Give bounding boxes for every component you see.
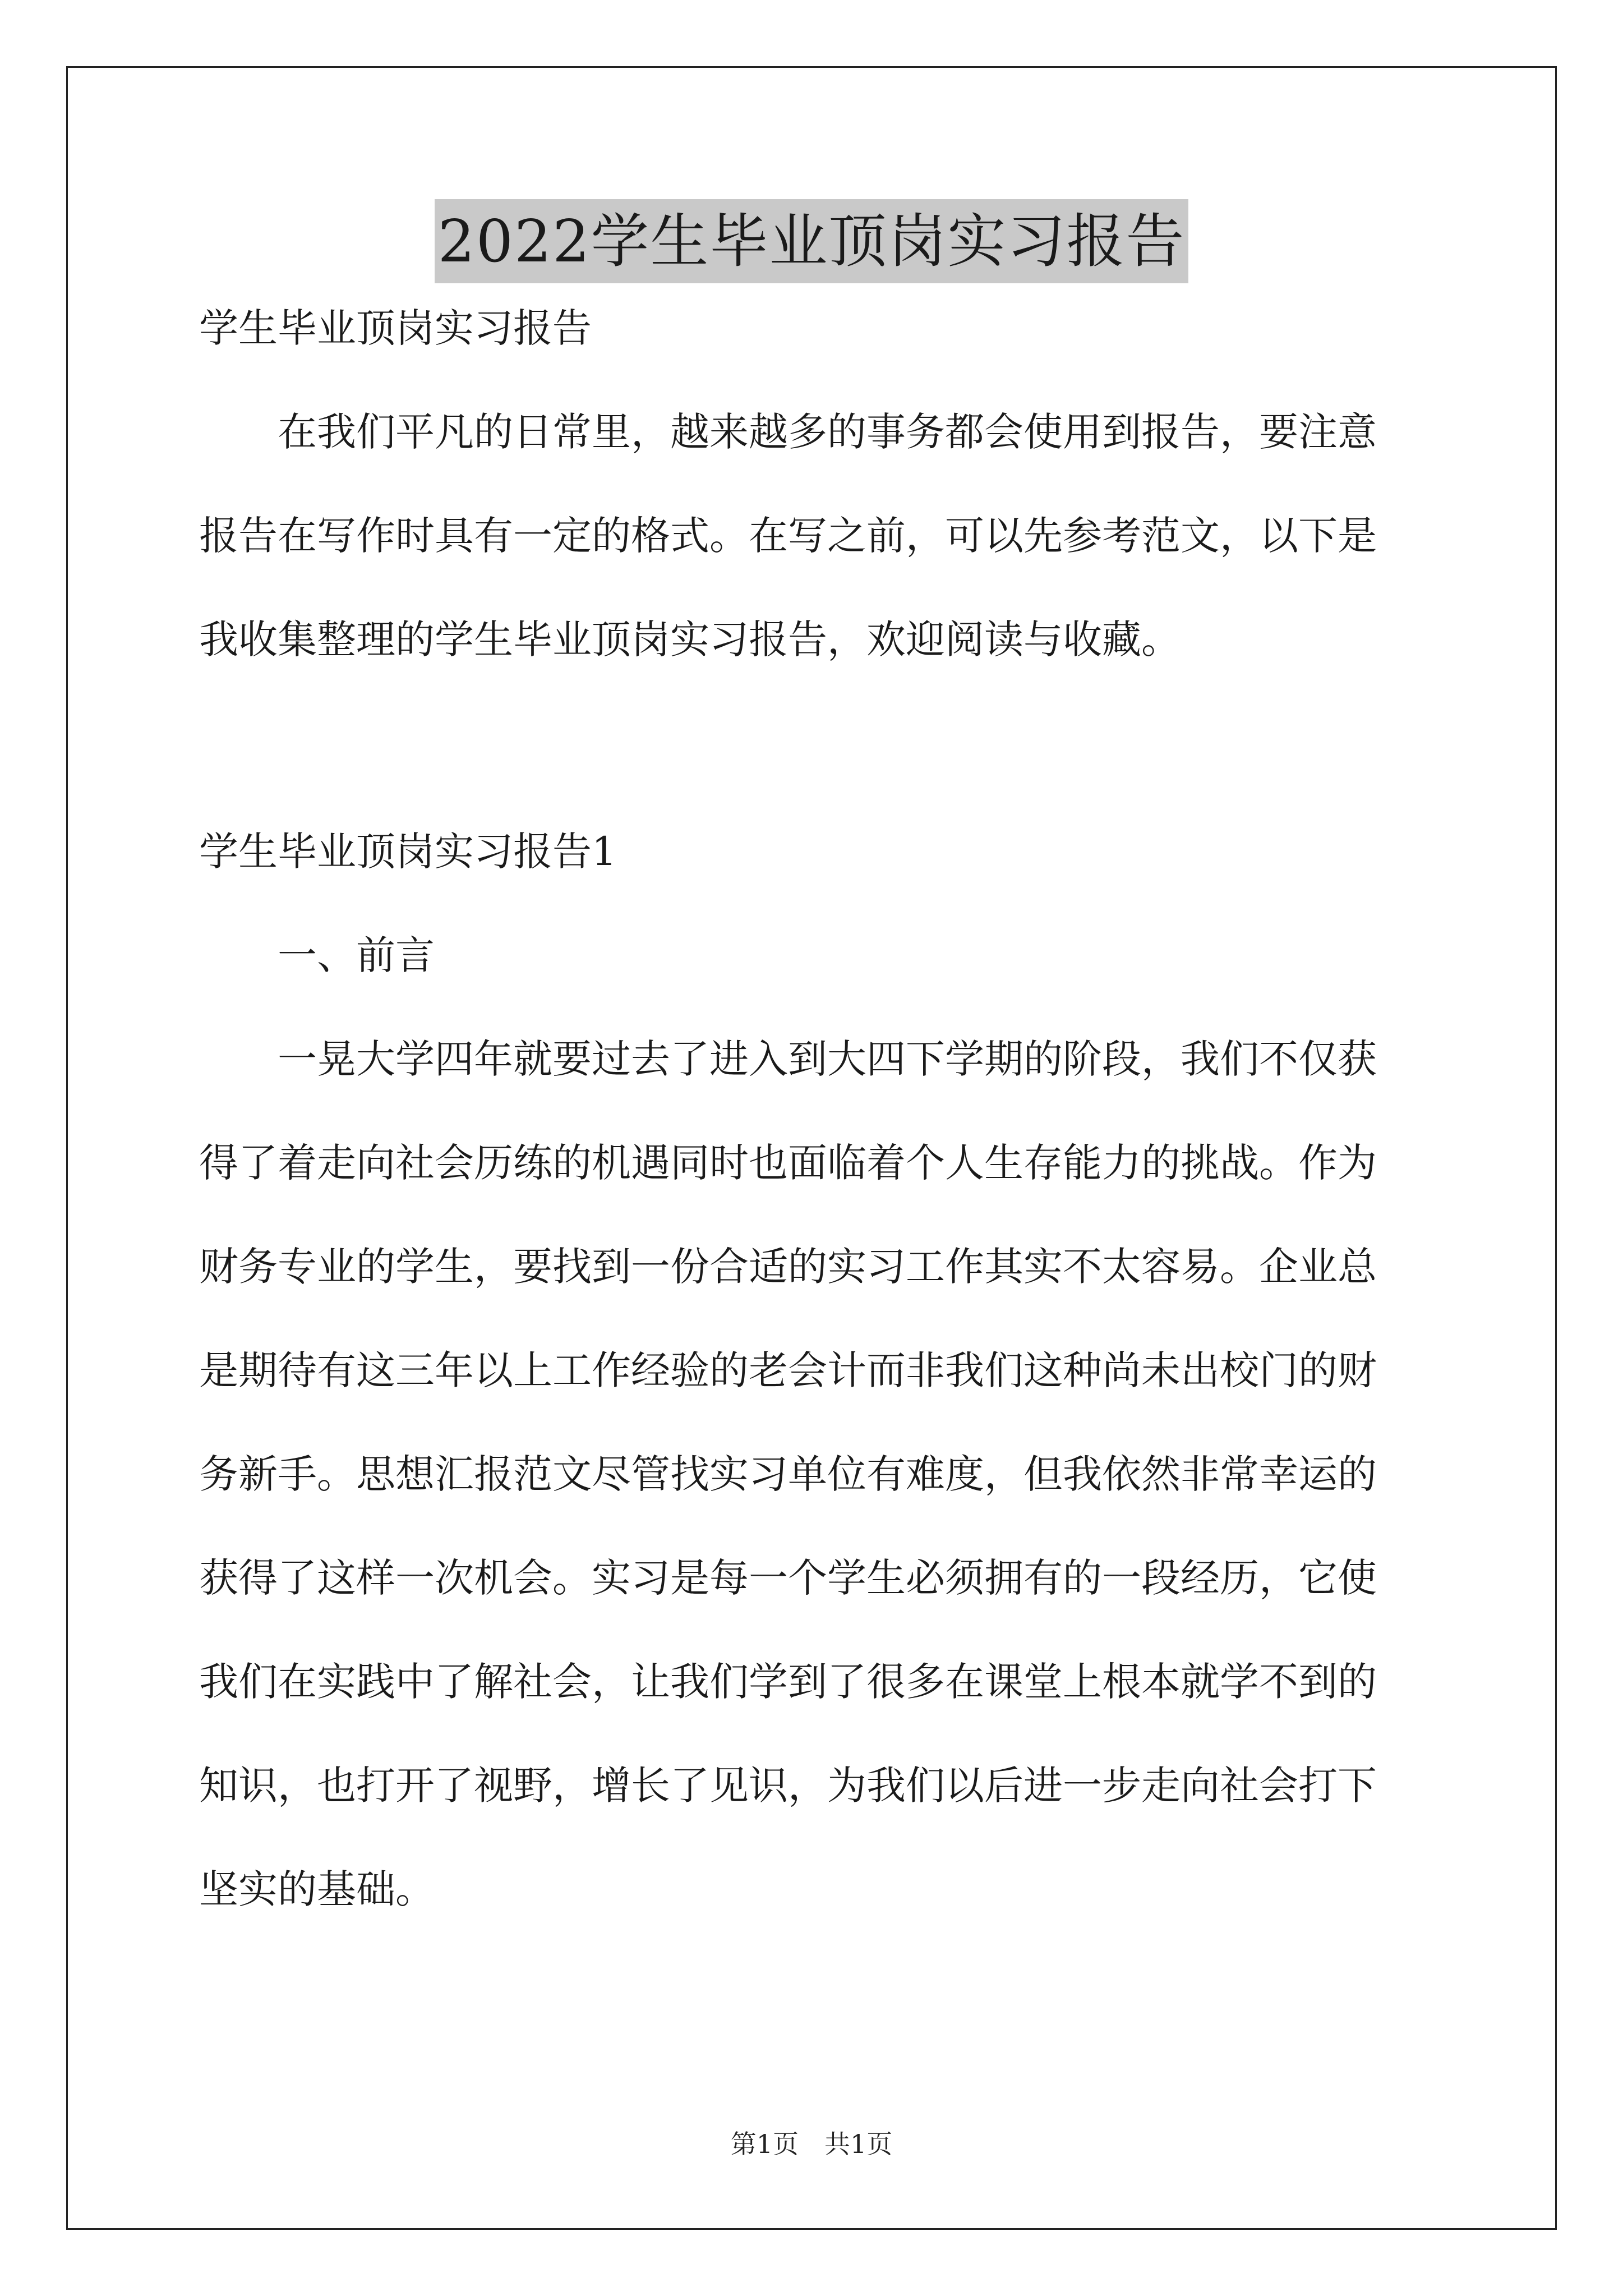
- paragraph-line: 知识，也打开了视野，增长了见识，为我们以后进一步走向社会打下: [199, 1763, 1377, 1809]
- paragraph-line: 我们在实践中了解社会，让我们学到了很多在课堂上根本就学不到的: [199, 1659, 1377, 1705]
- paragraph-line: 是期待有这三年以上工作经验的老会计而非我们这种尚未出校门的财: [199, 1347, 1377, 1393]
- section-spacer: [199, 724, 1433, 832]
- document-title: 2022学生毕业顶岗实习报告: [435, 199, 1189, 283]
- section-heading: 学生毕业顶岗实习报告1: [199, 829, 617, 875]
- title-container: [0, 199, 1623, 283]
- paragraph-line: 在我们平凡的日常里，越来越多的事务都会使用到报告，要注意: [199, 409, 1377, 455]
- document-body: [199, 305, 1433, 1973]
- subsection-heading: 一、前言: [199, 932, 435, 978]
- paragraph-line: 财务专业的学生，要找到一份合适的实习工作其实不太容易。企业总: [199, 1244, 1377, 1290]
- page-number-footer: 第1页 共1页: [730, 2129, 893, 2159]
- paragraph-line: 坚实的基础。: [199, 1866, 435, 1912]
- paragraph-line: 务新手。思想汇报范文尽管找实习单位有难度，但我依然非常幸运的: [199, 1451, 1377, 1497]
- paragraph-line: 我收集整理的学生毕业顶岗实习报告，欢迎阅读与收藏。: [199, 616, 1181, 662]
- paragraph-line: 获得了这样一次机会。实习是每一个学生必须拥有的一段经历，它使: [199, 1555, 1377, 1601]
- subtitle-line: 学生毕业顶岗实习报告: [199, 305, 592, 351]
- paragraph-line: 报告在写作时具有一定的格式。在写之前，可以先参考范文，以下是: [199, 513, 1377, 559]
- paragraph-line: 得了着走向社会历练的机遇同时也面临着个人生存能力的挑战。作为: [199, 1140, 1377, 1186]
- paragraph-line: 一晃大学四年就要过去了进入到大四下学期的阶段，我们不仅获: [199, 1036, 1377, 1082]
